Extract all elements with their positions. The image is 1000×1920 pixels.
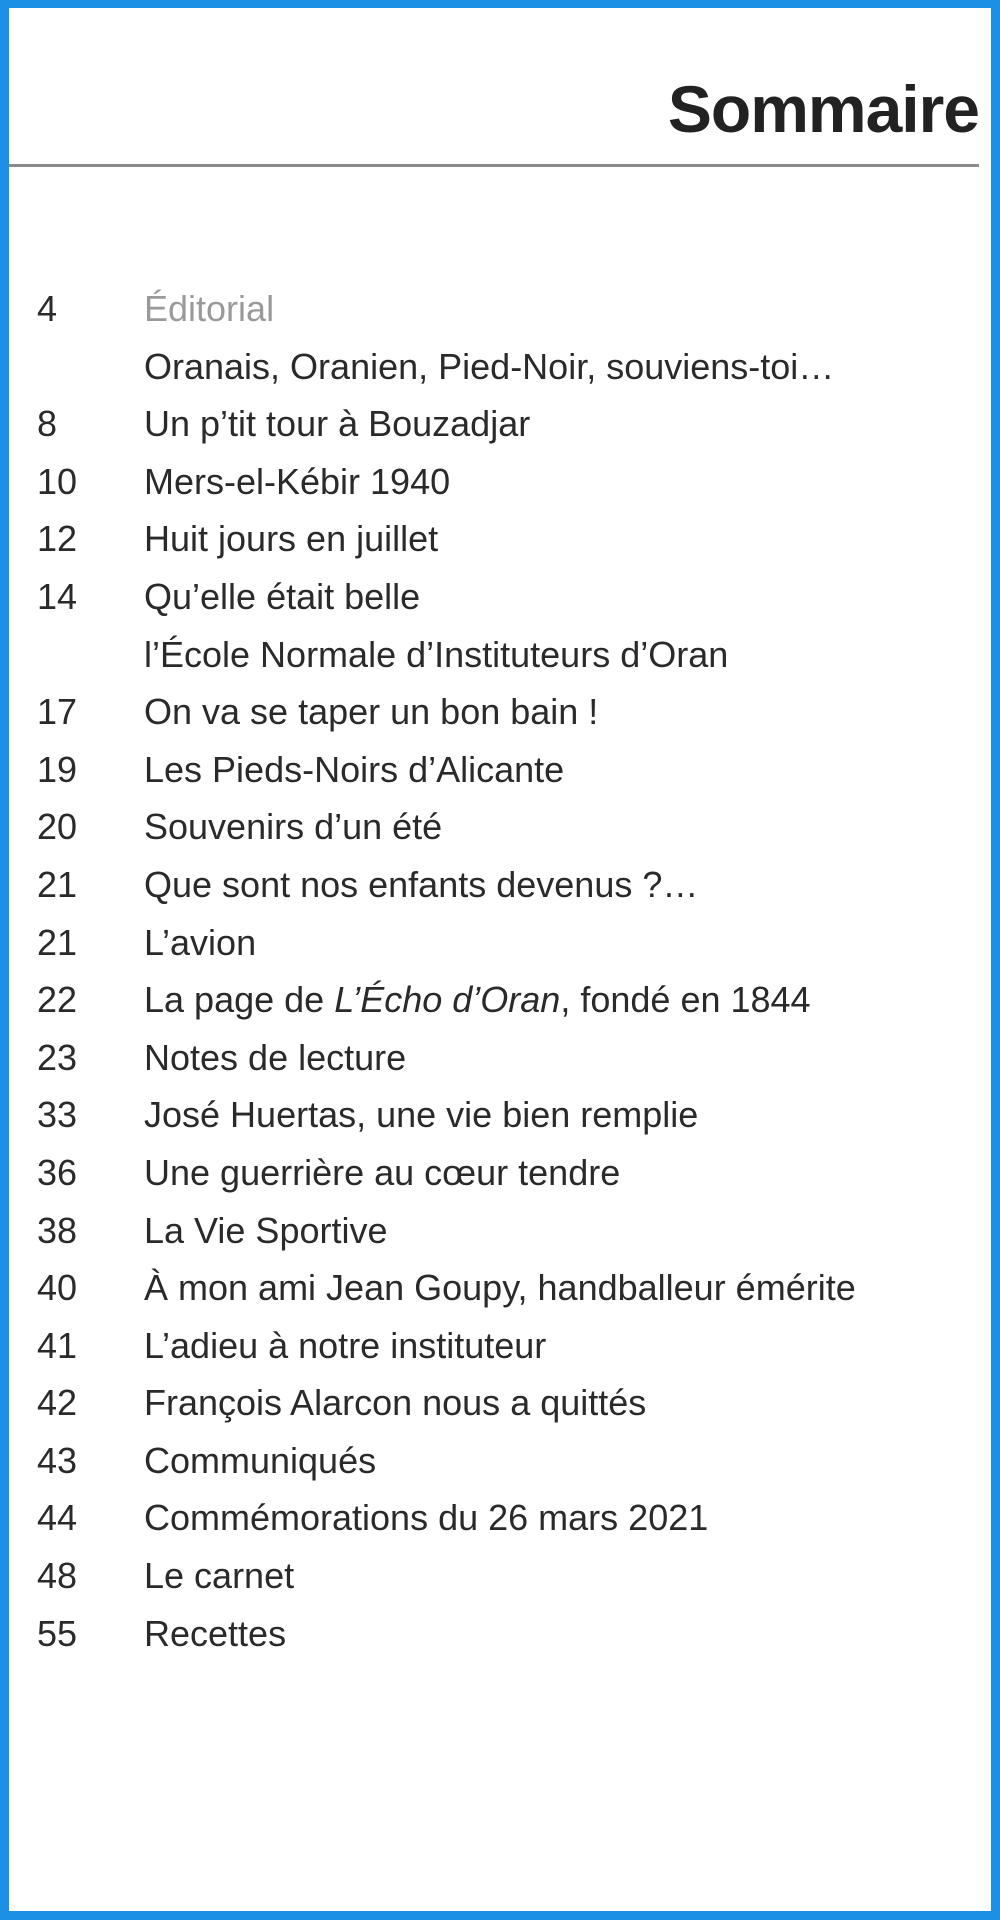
entry-title — [144, 856, 991, 914]
entry-title — [144, 1605, 991, 1663]
entry-title-text: Les Pieds-Noirs d’Alicante — [144, 748, 565, 790]
page-number: 43 — [37, 1439, 78, 1481]
entry-title-text: La Vie Sportive — [144, 1209, 388, 1251]
entry-title-text: l’École Normale d’Instituteurs d’Oran — [144, 633, 729, 675]
toc-entry — [9, 856, 991, 914]
page-title: Sommaire — [667, 72, 979, 146]
entry-title-text: José Huertas, une vie bien remplie — [144, 1094, 699, 1136]
entry-title-italic: L’Écho d’Oran — [334, 979, 561, 1021]
toc-entry — [9, 510, 991, 568]
page-number — [9, 338, 144, 396]
entry-title — [144, 453, 991, 511]
entry-title-text: Qu’elle était belle — [144, 575, 421, 617]
entry-title — [144, 1144, 991, 1202]
entry-title — [144, 1259, 991, 1317]
page-number: 17 — [37, 691, 78, 733]
entry-title — [144, 395, 991, 453]
entry-title-text: La page de — [144, 979, 335, 1021]
page-number: 38 — [37, 1209, 78, 1251]
page-number: 33 — [37, 1094, 78, 1136]
toc-entry — [9, 1547, 991, 1605]
toc-entry — [9, 1259, 991, 1317]
entry-title-suffix: , fondé en 1844 — [560, 979, 811, 1021]
entry-title — [144, 1489, 991, 1547]
toc-entry — [9, 626, 991, 684]
toc-entry — [9, 280, 991, 338]
page-number: 20 — [37, 806, 78, 848]
toc-entry — [9, 568, 991, 626]
toc-entry — [9, 1202, 991, 1260]
entry-title-text: Que sont nos enfants devenus ?… — [144, 863, 699, 905]
entry-title-text: Recettes — [144, 1612, 287, 1654]
page-number: 22 — [37, 979, 78, 1021]
toc-entry — [9, 1374, 991, 1432]
entry-title-text: L’avion — [144, 921, 257, 963]
entry-title — [144, 280, 991, 338]
entry-title — [144, 568, 991, 626]
entry-title — [144, 1317, 991, 1375]
toc-entry — [9, 914, 991, 972]
entry-title-text: Notes de lecture — [144, 1036, 407, 1078]
toc-entry — [9, 741, 991, 799]
entry-title — [144, 1374, 991, 1432]
page-number: 44 — [37, 1497, 78, 1539]
entry-title — [144, 798, 991, 856]
entry-title — [144, 1086, 991, 1144]
entry-title-text: Une guerrière au cœur tendre — [144, 1151, 621, 1193]
page-number: 10 — [37, 460, 78, 502]
entry-title — [144, 914, 991, 972]
toc-entry — [9, 1029, 991, 1087]
page-number: 42 — [37, 1382, 78, 1424]
page-number: 40 — [37, 1267, 78, 1309]
entry-title-text: Huit jours en juillet — [144, 518, 439, 560]
entry-title — [144, 1547, 991, 1605]
title-divider — [9, 164, 979, 167]
page-number: 4 — [37, 288, 58, 329]
entry-title — [144, 683, 991, 741]
toc-entry — [9, 1144, 991, 1202]
toc-entry — [9, 1432, 991, 1490]
toc-entry — [9, 1086, 991, 1144]
page-number — [9, 626, 144, 684]
page-number: 21 — [37, 921, 78, 963]
page-number: 36 — [37, 1151, 78, 1193]
entry-title — [144, 1202, 991, 1260]
page-number: 41 — [37, 1324, 78, 1366]
entry-title — [144, 338, 991, 396]
entry-title-text: Un p’tit tour à Bouzadjar — [144, 403, 531, 445]
table-of-contents — [9, 280, 991, 1662]
entry-title-text: Oranais, Oranien, Pied-Noir, souviens-toi… — [144, 345, 835, 387]
page-number: 19 — [37, 748, 78, 790]
page-number: 23 — [37, 1036, 78, 1078]
entry-title — [144, 626, 991, 684]
toc-entry — [9, 453, 991, 511]
entry-title-text: Communiqués — [144, 1439, 377, 1481]
entry-title — [144, 741, 991, 799]
entry-title-text: Souvenirs d’un été — [144, 806, 443, 848]
entry-title-text: Mers-el-Kébir 1940 — [144, 460, 451, 502]
entry-title-text: À mon ami Jean Goupy, handballeur émérite — [144, 1267, 856, 1309]
entry-title — [144, 1432, 991, 1490]
toc-entry — [9, 1489, 991, 1547]
entry-title-text: Commémorations du 26 mars 2021 — [144, 1497, 709, 1539]
entry-title-text: On va se taper un bon bain ! — [144, 691, 599, 733]
toc-entry — [9, 395, 991, 453]
entry-title-text: Éditorial — [144, 288, 275, 329]
page-number: 8 — [37, 403, 58, 445]
page — [9, 8, 991, 1911]
page-number: 55 — [37, 1612, 78, 1654]
entry-title — [144, 510, 991, 568]
page-number: 21 — [37, 863, 78, 905]
entry-title — [144, 1029, 991, 1087]
entry-title — [144, 971, 991, 1029]
toc-entry — [9, 338, 991, 396]
toc-entry — [9, 1605, 991, 1663]
entry-title-text: L’adieu à notre instituteur — [144, 1324, 547, 1366]
toc-entry — [9, 683, 991, 741]
toc-entry — [9, 971, 991, 1029]
toc-entry — [9, 798, 991, 856]
entry-title-text: Le carnet — [144, 1555, 295, 1597]
entry-title-text: François Alarcon nous a quittés — [144, 1382, 647, 1424]
page-number: 12 — [37, 518, 78, 560]
page-number: 48 — [37, 1555, 78, 1597]
toc-entry — [9, 1317, 991, 1375]
page-number: 14 — [37, 575, 78, 617]
